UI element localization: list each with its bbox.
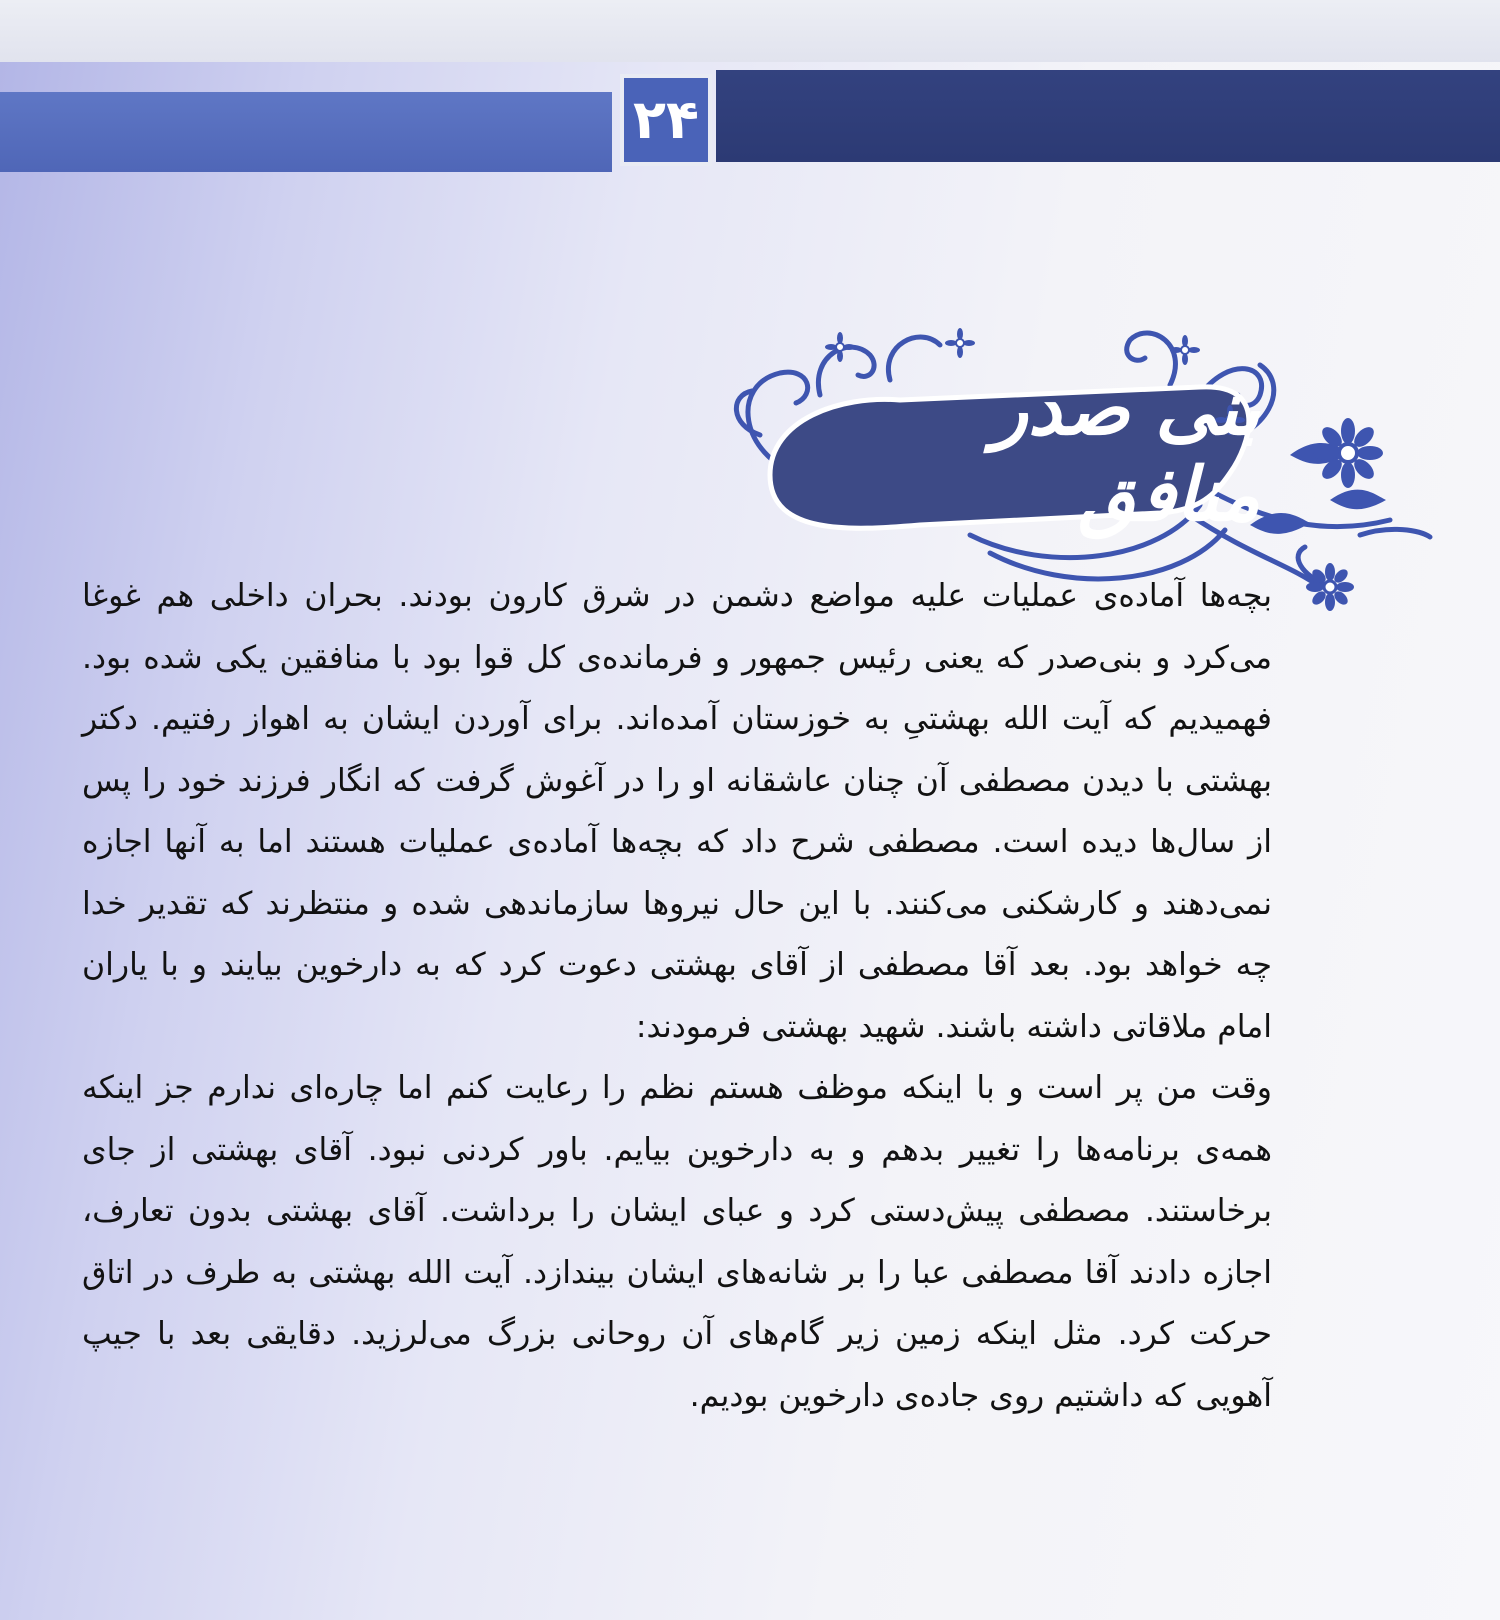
header-band-right <box>716 70 1500 162</box>
paragraph: بچه‌ها آماده‌ی عملیات علیه مواضع دشمن در شرق کارون بودند. بحران داخلی هم غوغا می‌کرد و بنی‌صدر که یعنی رئیس جمهور و فرمانده‌ی کل قوا بود با منافقین یکی شده بود. فهمیدیم که آیت الله بهشتیِ به خوزستان آمده‌اند. برای آوردن ایشان به اهواز رفتیم. دکتر بهشتی با دیدن مصطفی آن چنان عاشقانه او را در آغوش گرفت که انگار فرزند خود را پس از سال‌ها دیده است. مصطفی شرح داد که بچه‌ها آماده‌ی عملیات هستند اما به آنها اجازه نمی‌دهند و کارشکنی می‌کنند. با این حال نیروها سازماندهی شده و منتظرند که تقدیر خدا چه خواهد بود. بعد آقا مصطفی از آقای بهشتی دعوت کرد که به دارخوین بیایند و با یاران امام ملاقاتی داشته باشند. شهید بهشتی فرمودند: <box>82 578 1272 1045</box>
body-text <box>82 566 1272 1427</box>
header-band-left <box>0 92 612 172</box>
page-top-margin <box>0 0 1500 62</box>
page-number: ۲۴ <box>624 78 708 162</box>
paragraph: وقت من پر است و با اینکه موظف هستم نظم را رعایت کنم اما چاره‌ای ندارم جز اینکه همه‌ی برنامه‌ها را تغییر بدهم و به دارخوین بیایم. باور کردنی نبود. آقای بهشتی از جای برخاستند. مصطفی پیش‌دستی کرد و عبای ایشان را برداشت. آقای بهشتی بدون تعارف، اجازه دادند آقا مصطفی عبا را بر شانه‌های ایشان بیندازد. آیت الله بهشتی به طرف در اتاق حرکت کرد. مثل اینکه زمین زیر گام‌های آن روحانی بزرگ می‌لرزید. دقایقی بعد با جیپ آهویی که داشتیم روی جاده‌ی دارخوین بودیم. <box>82 1070 1272 1414</box>
chapter-title: بنی صدر منافق <box>992 366 1260 538</box>
